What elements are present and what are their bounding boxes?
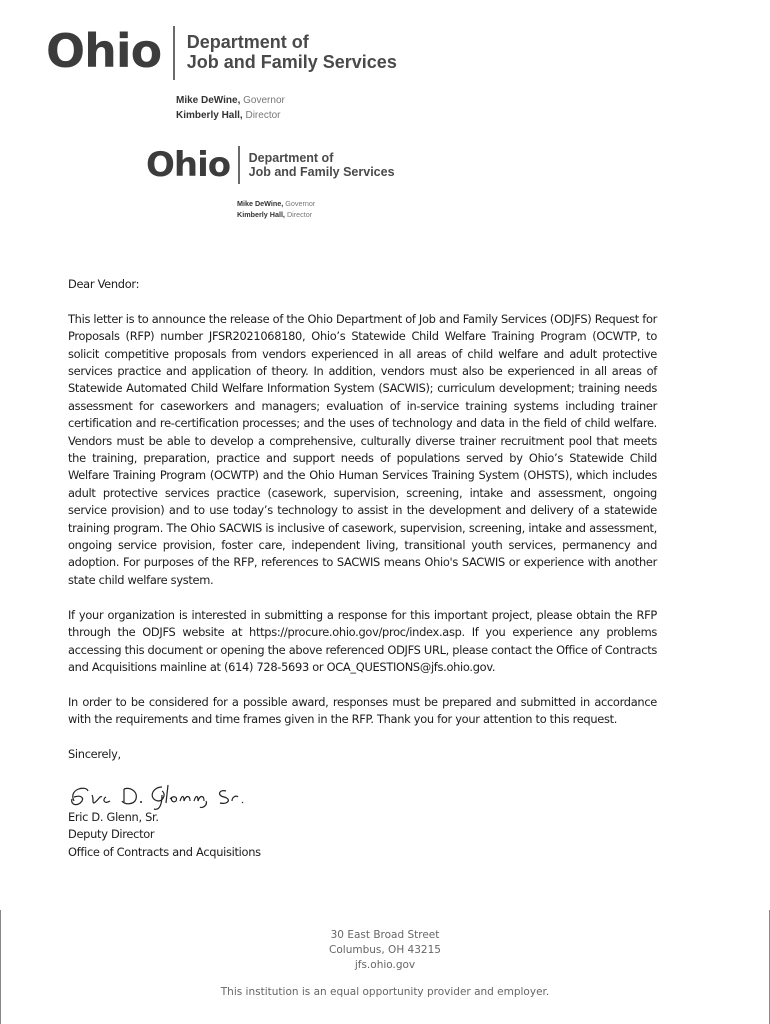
footer-street: 30 East Broad Street [330,929,440,941]
signer-name: Eric D. Glenn, Sr. [68,809,159,824]
officials-primary [176,93,285,123]
officials-secondary [237,199,315,221]
director-title: Director [245,110,281,121]
governor-name-secondary: Mike DeWine, [237,199,284,208]
footer-city: Columbus, OH 43215 [329,944,441,956]
governor-line [176,93,285,108]
department-line-2: Job and Family Services [186,52,397,73]
governor-title-secondary: Governor [285,199,316,208]
signer-office: Office of Contracts and Acquisitions [68,844,261,859]
logo-divider-secondary [238,146,240,184]
department-line-1-secondary: Department of [248,151,334,165]
department-line-2-secondary: Job and Family Services [248,165,395,179]
footer-website: jfs.ohio.gov [354,959,416,971]
ohio-logo: Ohio [46,24,162,78]
director-name: Kimberly Hall, [176,110,243,121]
department-name-secondary [249,151,395,179]
paragraph-requirements: In order to be considered for a possible award, responses must be prepared and submitted in accordance with the requirements and time frames given in the RFP. Thank you for your attention to this request. [68,694,657,727]
closing: Sincerely, [68,746,121,761]
department-line-1: Department of [186,32,309,52]
handwritten-signature [66,781,256,811]
footer-address [0,928,770,973]
department-name [187,32,397,72]
letterhead-primary [46,26,397,80]
signature-block [68,809,657,861]
director-name-secondary: Kimberly Hall, [237,209,285,219]
governor-name: Mike DeWine, [176,95,241,106]
ohio-logo-secondary: Ohio [146,145,231,185]
director-line [176,108,285,123]
paragraph-instructions: If your organization is interested in submitting a response for this important project, please obtain the RFP through the ODJFS website at https://procure.ohio.gov/proc/index.asp. If you experience any problems accessing this document or opening the above referenced ODJFS URL, please contact the Office of Contracts and Acquisitions mainline at (614) 728-5693 or OCA_QUESTIONS@jfs.ohio.gov. [68,607,657,674]
director-line-secondary [237,210,315,221]
logo-divider [173,26,175,80]
governor-line-secondary [237,199,315,210]
paragraph-announcement: This letter is to announce the release of the Ohio Department of Job and Family Services (ODJFS) Request for Proposals (RFP) number JFSR2021068180, Ohio’s Statewide Child Welfare Training Program (OCWTP, to solicit competitive proposals from vendors experienced in all areas of child welfare and adult protective services practice and application of theory. In addition, vendors must also be experienced in all areas of Statewide Automated Child Welfare Information System (SACWIS); curriculum development; training needs assessment for caseworkers and managers; evaluation of in-service training systems including trainer certification and re-certification processes; and the uses of technology and data in the field of child welfare. Vendors must be able to develop a comprehensive, culturally diverse trainer recruitment pool that meets the training, preparation, practice and support needs of populations served by Ohio’s Statewide Child Welfare Training Program (OCWTP) and the Ohio Human Services Training System (OHSTS), which includes adult protective services practice (casework, supervision, screening, intake and assessment, ongoing service provision) and to use today’s technology to assist in the development and delivery of a statewide training program. The Ohio SACWIS is inclusive of casework, supervision, screening, intake and assessment, ongoing service provision, foster care, independent living, transitional youth services, permanency and adoption. For purposes of the RFP, references to SACWIS means Ohio's SACWIS or experience with another state child welfare system. [68,311,657,587]
footer-equal-opportunity: This institution is an equal opportunity provider and employer. [220,986,550,998]
governor-title: Governor [243,95,285,106]
signer-title: Deputy Director [68,827,155,842]
letterhead-secondary [146,146,395,184]
salutation: Dear Vendor: [68,277,140,291]
letter-body [68,276,657,861]
director-title-secondary: Director [286,209,313,219]
